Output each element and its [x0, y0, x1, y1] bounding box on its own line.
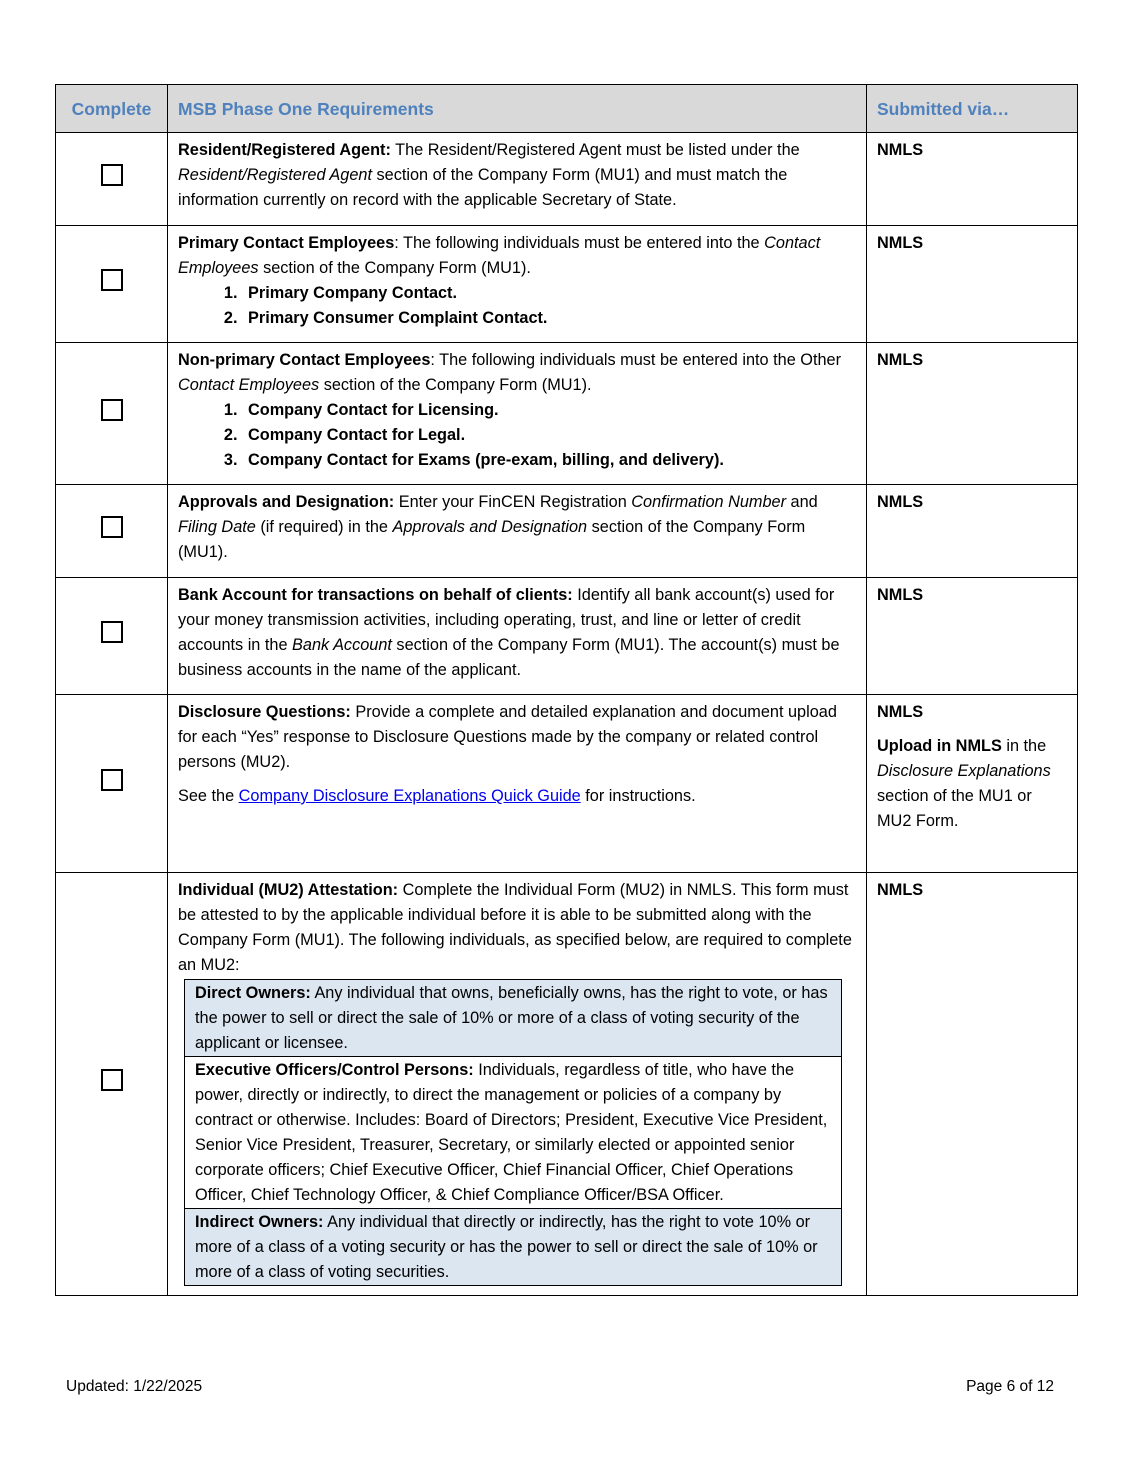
complete-cell — [56, 485, 168, 578]
subtable-row — [185, 980, 842, 1057]
requirement-cell — [168, 873, 867, 1296]
table-row — [56, 695, 1078, 873]
table-row — [56, 226, 1078, 343]
list-item: 1. Company Contact for Licensing. — [242, 398, 856, 423]
quick-guide-link[interactable]: Company Disclosure Explanations Quick Guide — [238, 787, 581, 805]
text-run: Complete the Individual Form (MU2) in NMLS. This form must be attested to by the applicable individual before it is able to be submitted along with the Company Form (MU1). The following individuals, as specified below, are required to complete an MU2: — [178, 881, 852, 974]
subtable-cell — [185, 1057, 842, 1209]
text-run: Resident/Registered Agent — [178, 166, 372, 184]
requirement-text — [178, 348, 856, 398]
subtable-row — [185, 1057, 842, 1209]
checkbox-disclosure[interactable] — [101, 769, 123, 791]
submitted-cell: NMLS — [867, 343, 1078, 485]
complete-cell — [56, 873, 168, 1296]
table-row — [56, 133, 1078, 226]
submitted-cell: NMLS — [867, 133, 1078, 226]
requirement-text — [178, 490, 856, 565]
checkbox-approvals[interactable] — [101, 516, 123, 538]
subtable-cell — [185, 1209, 842, 1286]
subtable-row — [185, 1209, 842, 1286]
subtable-text: Any individual that directly or indirectly, has the right to vote 10% or more of a class of a voting security or has the power to sell or direct the sale of 10% or more of a class of voting securities. — [195, 1213, 818, 1281]
requirement-text — [178, 138, 856, 213]
submitted-cell — [867, 695, 1078, 873]
text-run: Contact Employees — [178, 234, 821, 277]
requirement-cell — [168, 485, 867, 578]
submitted-nmls: NMLS — [877, 703, 924, 721]
subtable-text: Individuals, regardless of title, who have the power, directly or indirectly, to direct the management or policies of a company by contract or otherwise. Includes: Board of Directors; President, Executive Vice President, Senior Vice President, Treasurer, Secretary, or similarly elected or appointed senior corporate officers; Chief Executive Officer, Chief Financial Officer, Chief Operations Officer, Chief Technology Officer, & Chief Compliance Officer/BSA Officer. — [195, 1061, 828, 1204]
table-header-row — [56, 85, 1078, 133]
quick-guide-note — [178, 784, 856, 809]
checkbox-mu2-attestation[interactable] — [101, 1069, 123, 1091]
complete-cell — [56, 578, 168, 695]
text-run: Enter your FinCEN Registration — [394, 493, 632, 511]
contact-list — [178, 281, 856, 331]
checkbox-bank-account[interactable] — [101, 621, 123, 643]
list-item: 1. Primary Company Contact. — [242, 281, 856, 306]
text-run: Non-primary Contact Employees — [178, 351, 431, 369]
footer-updated: Updated: 1/22/2025 — [66, 1378, 203, 1395]
subtable-label: Indirect Owners: — [195, 1213, 324, 1231]
text-run: Filing Date — [178, 518, 256, 536]
checkbox-resident-agent[interactable] — [101, 164, 123, 186]
text-run: Primary Contact Employees — [178, 234, 395, 252]
submitted-cell: NMLS — [867, 226, 1078, 343]
text-run: : The following individuals must be entered into the Other — [430, 351, 842, 369]
requirement-cell — [168, 226, 867, 343]
note-suffix: for instructions. — [580, 787, 696, 805]
submitted-cell: NMLS — [867, 578, 1078, 695]
text-run: section of the Company Form (MU1). — [258, 259, 531, 277]
text-run: section of the Company Form (MU1). The account(s) must be business accounts in the name of the applicant. — [178, 636, 840, 679]
list-item: 3. Company Contact for Exams (pre-exam, billing, and delivery). — [242, 448, 856, 473]
subtable-text: Any individual that owns, beneficially owns, has the right to vote, or has the power to sell or direct the sale of 10% or more of a class of voting security of the applicant or licensee. — [195, 984, 828, 1052]
text-run: Contact Employees — [178, 376, 320, 394]
table-row — [56, 873, 1078, 1296]
submitted-upload-note — [877, 734, 1067, 834]
requirement-cell — [168, 695, 867, 873]
text-run: Bank Account for transactions on behalf of clients: — [178, 586, 573, 604]
list-item: 2. Primary Consumer Complaint Contact. — [242, 306, 856, 331]
text-run: Disclosure Explanations — [877, 762, 1051, 780]
text-run: Approvals and Designation: — [178, 493, 395, 511]
requirement-text — [178, 700, 856, 775]
requirement-cell — [168, 578, 867, 695]
contact-list — [178, 398, 856, 473]
text-run: section of the Company Form (MU1) and must match the information currently on record with the applicable Secretary of State. — [178, 166, 788, 209]
header-submitted: Submitted via… — [867, 85, 1078, 133]
text-run: (if required) in the — [255, 518, 393, 536]
complete-cell — [56, 343, 168, 485]
requirement-text — [178, 583, 856, 683]
text-run: and — [786, 493, 818, 511]
checkbox-primary-contacts[interactable] — [101, 269, 123, 291]
complete-cell — [56, 695, 168, 873]
text-run: in the — [1001, 737, 1047, 755]
requirement-text — [178, 878, 856, 978]
header-complete: Complete — [56, 85, 168, 133]
text-run: Upload in NMLS — [877, 737, 1002, 755]
text-run: Bank Account — [292, 636, 392, 654]
text-run: Confirmation Number — [631, 493, 787, 511]
table-row — [56, 485, 1078, 578]
subtable-cell — [185, 980, 842, 1057]
text-run: Individual (MU2) Attestation: — [178, 881, 399, 899]
requirements-table — [55, 84, 1078, 1296]
subtable-label: Executive Officers/Control Persons: — [195, 1061, 474, 1079]
submitted-cell: NMLS — [867, 873, 1078, 1296]
table-row — [56, 578, 1078, 695]
text-run: Provide a complete and detailed explanation and document upload for each “Yes” response to Disclosure Questions made by the company or related control persons (MU2). — [178, 703, 837, 771]
complete-cell — [56, 226, 168, 343]
complete-cell — [56, 133, 168, 226]
requirement-text — [178, 231, 856, 281]
text-run: Approvals and Designation — [392, 518, 588, 536]
text-run: section of the Company Form (MU1). — [178, 518, 806, 561]
requirement-cell — [168, 343, 867, 485]
text-run: Disclosure Questions: — [178, 703, 351, 721]
text-run: The Resident/Registered Agent must be listed under the — [390, 141, 800, 159]
note-prefix: See the — [178, 787, 239, 805]
subtable-label: Direct Owners: — [195, 984, 311, 1002]
text-run: section of the MU1 or MU2 Form. — [877, 787, 1032, 830]
text-run: : The following individuals must be entered into the — [394, 234, 765, 252]
submitted-cell: NMLS — [867, 485, 1078, 578]
table-row — [56, 343, 1078, 485]
list-item: 2. Company Contact for Legal. — [242, 423, 856, 448]
footer-page-number: Page 6 of 12 — [966, 1378, 1054, 1395]
individuals-subtable — [184, 979, 842, 1286]
header-requirements: MSB Phase One Requirements — [168, 85, 867, 133]
text-run: section of the Company Form (MU1). — [319, 376, 592, 394]
checkbox-nonprimary-contacts[interactable] — [101, 399, 123, 421]
text-run: Resident/Registered Agent: — [178, 141, 391, 159]
requirement-cell — [168, 133, 867, 226]
text-run: Identify all bank account(s) used for your money transmission activities, including operating, trust, and line or letter of credit accounts in the — [178, 586, 835, 654]
